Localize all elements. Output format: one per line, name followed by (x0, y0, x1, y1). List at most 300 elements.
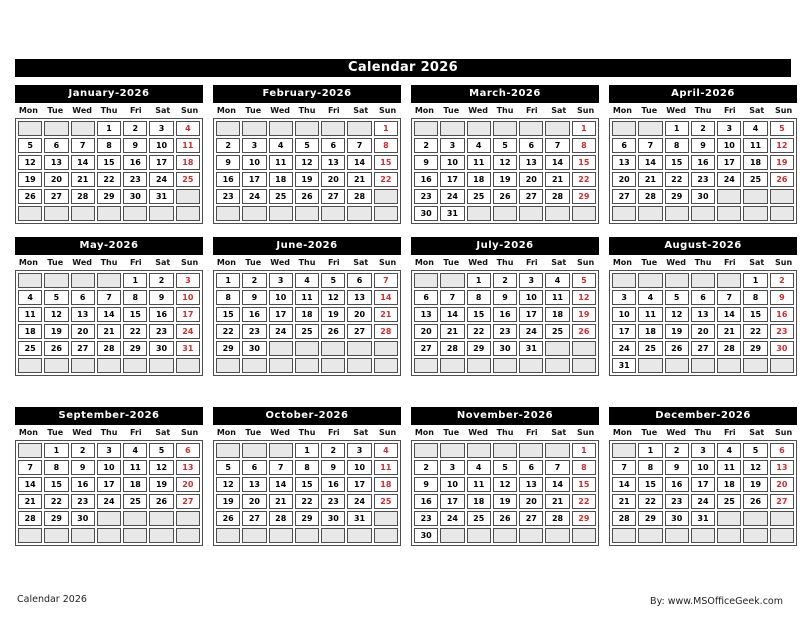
day-header-wed: Wed (270, 106, 290, 115)
month-january (15, 85, 203, 224)
day-header-wed: Wed (72, 428, 92, 437)
date-cell: 23 (321, 494, 345, 509)
day-header-sun: Sun (180, 428, 199, 437)
day-header-mon: Mon (216, 428, 236, 437)
date-cell: 21 (269, 494, 293, 509)
date-cell: 6 (44, 138, 68, 153)
empty-cell (545, 341, 569, 356)
date-cell: 14 (717, 307, 741, 322)
date-cell: 1 (572, 443, 596, 458)
date-cell: 4 (638, 290, 662, 305)
date-cell: 29 (638, 511, 662, 526)
empty-cell (572, 528, 596, 543)
empty-cell (123, 206, 147, 221)
date-cell: 15 (97, 155, 121, 170)
date-cell: 21 (545, 172, 569, 187)
date-cell: 8 (44, 460, 68, 475)
date-cell: 23 (149, 324, 173, 339)
empty-cell (691, 273, 715, 288)
date-cell: 13 (519, 155, 543, 170)
date-cell: 14 (97, 307, 121, 322)
date-cell: 9 (691, 138, 715, 153)
date-cell: 2 (770, 273, 794, 288)
page-title: Calendar 2026 (15, 59, 791, 77)
date-cell: 20 (691, 324, 715, 339)
empty-cell (242, 121, 266, 136)
date-cell: 24 (717, 172, 741, 187)
day-header-wed: Wed (666, 428, 686, 437)
date-cell: 17 (97, 477, 121, 492)
date-cell: 8 (467, 290, 491, 305)
empty-cell (414, 273, 438, 288)
empty-cell (770, 511, 794, 526)
date-cell: 15 (743, 307, 767, 322)
date-cell: 29 (97, 189, 121, 204)
date-cell: 5 (572, 273, 596, 288)
empty-cell (269, 206, 293, 221)
empty-cell (519, 358, 543, 373)
date-cell: 19 (18, 172, 42, 187)
day-header-tue: Tue (47, 106, 64, 115)
month-title: October-2026 (213, 407, 401, 425)
day-header-sat: Sat (551, 428, 567, 437)
date-cell: 22 (123, 324, 147, 339)
date-cell: 11 (176, 138, 200, 153)
date-cell: 17 (440, 172, 464, 187)
date-cell: 26 (770, 172, 794, 187)
empty-cell (440, 443, 464, 458)
date-cell: 19 (743, 477, 767, 492)
date-cell: 22 (295, 494, 319, 509)
date-cell: 13 (176, 460, 200, 475)
date-cell: 25 (295, 324, 319, 339)
date-cell: 23 (691, 172, 715, 187)
date-cell: 2 (414, 138, 438, 153)
date-cell: 27 (242, 511, 266, 526)
date-cell: 4 (743, 121, 767, 136)
day-header-thu: Thu (100, 428, 118, 437)
date-cell: 15 (572, 477, 596, 492)
date-cell: 25 (269, 189, 293, 204)
day-header-sun: Sun (576, 428, 595, 437)
day-header-tue: Tue (443, 428, 460, 437)
date-cell: 3 (612, 290, 636, 305)
date-cell: 28 (545, 511, 569, 526)
date-cell: 17 (612, 324, 636, 339)
empty-cell (717, 511, 741, 526)
date-cell: 3 (691, 443, 715, 458)
date-cell: 10 (519, 290, 543, 305)
date-cell: 18 (717, 477, 741, 492)
date-cell: 11 (545, 290, 569, 305)
empty-cell (770, 206, 794, 221)
date-cell: 27 (347, 324, 371, 339)
month-august (609, 237, 797, 376)
date-cell: 8 (295, 460, 319, 475)
date-cell: 24 (440, 511, 464, 526)
empty-cell (149, 206, 173, 221)
date-cell: 3 (519, 273, 543, 288)
date-cell: 30 (149, 341, 173, 356)
date-cell: 28 (97, 341, 121, 356)
date-cell: 4 (295, 273, 319, 288)
date-cell: 4 (123, 443, 147, 458)
date-cell: 30 (665, 511, 689, 526)
empty-cell (216, 206, 240, 221)
day-header-wed: Wed (666, 106, 686, 115)
date-cell: 18 (467, 172, 491, 187)
date-cell: 23 (493, 324, 517, 339)
date-cell: 11 (123, 460, 147, 475)
weekday-header-row (213, 103, 401, 118)
day-header-fri: Fri (724, 258, 736, 267)
date-cell: 22 (743, 324, 767, 339)
date-cell: 12 (18, 155, 42, 170)
date-cell: 3 (269, 273, 293, 288)
day-header-sat: Sat (353, 258, 369, 267)
day-header-thu: Thu (694, 258, 712, 267)
empty-cell (572, 341, 596, 356)
date-cell: 6 (176, 443, 200, 458)
empty-cell (269, 528, 293, 543)
date-cell: 1 (374, 121, 398, 136)
weekday-header-row (15, 255, 203, 270)
month-title: July-2026 (411, 237, 599, 255)
date-cell: 28 (717, 341, 741, 356)
date-cell: 14 (269, 477, 293, 492)
empty-cell (44, 121, 68, 136)
date-cell: 1 (44, 443, 68, 458)
date-cell: 16 (414, 172, 438, 187)
date-cell: 7 (374, 273, 398, 288)
empty-cell (374, 341, 398, 356)
date-cell: 5 (493, 138, 517, 153)
date-cell: 31 (176, 341, 200, 356)
date-cell: 27 (691, 341, 715, 356)
date-cell: 23 (414, 189, 438, 204)
day-header-wed: Wed (666, 258, 686, 267)
empty-cell (374, 206, 398, 221)
date-cell: 6 (519, 138, 543, 153)
date-cell: 7 (545, 460, 569, 475)
date-cell: 11 (269, 155, 293, 170)
date-cell: 7 (347, 138, 371, 153)
date-cell: 17 (691, 477, 715, 492)
empty-cell (519, 528, 543, 543)
date-cell: 25 (545, 324, 569, 339)
empty-cell (176, 206, 200, 221)
day-header-tue: Tue (443, 106, 460, 115)
date-cell: 6 (71, 290, 95, 305)
date-cell: 6 (612, 138, 636, 153)
empty-cell (176, 511, 200, 526)
month-date-grid (15, 118, 203, 224)
date-cell: 20 (414, 324, 438, 339)
month-july (411, 237, 599, 376)
date-cell: 18 (374, 477, 398, 492)
date-cell: 24 (612, 341, 636, 356)
empty-cell (572, 206, 596, 221)
empty-cell (638, 121, 662, 136)
day-header-sun: Sun (378, 258, 397, 267)
day-header-thu: Thu (100, 106, 118, 115)
day-header-sun: Sun (180, 258, 199, 267)
day-header-wed: Wed (468, 258, 488, 267)
date-cell: 3 (97, 443, 121, 458)
footer-credit: By: www.MSOfficeGeek.com (650, 596, 783, 607)
date-cell: 14 (374, 290, 398, 305)
empty-cell (242, 443, 266, 458)
date-cell: 20 (519, 494, 543, 509)
date-cell: 29 (123, 341, 147, 356)
empty-cell (638, 206, 662, 221)
empty-cell (71, 206, 95, 221)
empty-cell (467, 528, 491, 543)
empty-cell (519, 121, 543, 136)
empty-cell (691, 206, 715, 221)
date-cell: 22 (467, 324, 491, 339)
date-cell: 22 (665, 172, 689, 187)
empty-cell (519, 443, 543, 458)
date-cell: 14 (347, 155, 371, 170)
date-cell: 22 (44, 494, 68, 509)
empty-cell (97, 273, 121, 288)
date-cell: 15 (216, 307, 240, 322)
month-title: May-2026 (15, 237, 203, 255)
weekday-header-row (609, 425, 797, 440)
day-header-sun: Sun (378, 106, 397, 115)
date-cell: 29 (295, 511, 319, 526)
empty-cell (269, 341, 293, 356)
date-cell: 20 (612, 172, 636, 187)
empty-cell (321, 341, 345, 356)
date-cell: 26 (665, 341, 689, 356)
empty-cell (216, 443, 240, 458)
date-cell: 28 (347, 189, 371, 204)
month-title: December-2026 (609, 407, 797, 425)
date-cell: 3 (347, 443, 371, 458)
empty-cell (71, 273, 95, 288)
date-cell: 23 (242, 324, 266, 339)
weekday-header-row (15, 425, 203, 440)
date-cell: 18 (545, 307, 569, 322)
date-cell: 21 (71, 172, 95, 187)
empty-cell (216, 121, 240, 136)
date-cell: 15 (123, 307, 147, 322)
day-header-mon: Mon (414, 106, 434, 115)
date-cell: 5 (743, 443, 767, 458)
empty-cell (638, 528, 662, 543)
date-cell: 20 (347, 307, 371, 322)
date-cell: 17 (519, 307, 543, 322)
empty-cell (638, 273, 662, 288)
empty-cell (665, 206, 689, 221)
empty-cell (44, 528, 68, 543)
day-header-tue: Tue (245, 106, 262, 115)
day-header-sat: Sat (749, 258, 765, 267)
date-cell: 4 (467, 460, 491, 475)
date-cell: 14 (612, 477, 636, 492)
date-cell: 31 (519, 341, 543, 356)
day-header-mon: Mon (18, 106, 38, 115)
month-date-grid (411, 270, 599, 376)
date-cell: 25 (717, 494, 741, 509)
day-header-mon: Mon (612, 428, 632, 437)
empty-cell (743, 189, 767, 204)
date-cell: 14 (440, 307, 464, 322)
empty-cell (321, 528, 345, 543)
day-header-fri: Fri (328, 258, 340, 267)
empty-cell (149, 528, 173, 543)
day-header-tue: Tue (443, 258, 460, 267)
date-cell: 14 (545, 155, 569, 170)
date-cell: 9 (216, 155, 240, 170)
date-cell: 1 (665, 121, 689, 136)
day-header-fri: Fri (130, 106, 142, 115)
date-cell: 12 (572, 290, 596, 305)
weekday-header-row (411, 255, 599, 270)
date-cell: 4 (374, 443, 398, 458)
date-cell: 10 (97, 460, 121, 475)
day-header-thu: Thu (694, 106, 712, 115)
date-cell: 26 (493, 511, 517, 526)
date-cell: 23 (414, 511, 438, 526)
date-cell: 24 (242, 189, 266, 204)
empty-cell (71, 358, 95, 373)
date-cell: 12 (743, 460, 767, 475)
date-cell: 28 (545, 189, 569, 204)
day-header-thu: Thu (496, 106, 514, 115)
date-cell: 28 (18, 511, 42, 526)
date-cell: 8 (665, 138, 689, 153)
date-cell: 10 (440, 477, 464, 492)
day-header-sat: Sat (155, 428, 171, 437)
day-header-mon: Mon (612, 258, 632, 267)
date-cell: 13 (71, 307, 95, 322)
month-june (213, 237, 401, 376)
day-header-mon: Mon (414, 428, 434, 437)
empty-cell (18, 528, 42, 543)
empty-cell (612, 528, 636, 543)
date-cell: 14 (545, 477, 569, 492)
empty-cell (691, 528, 715, 543)
date-cell: 26 (321, 324, 345, 339)
date-cell: 11 (638, 307, 662, 322)
date-cell: 14 (18, 477, 42, 492)
date-cell: 18 (467, 494, 491, 509)
empty-cell (743, 528, 767, 543)
empty-cell (717, 206, 741, 221)
empty-cell (321, 206, 345, 221)
date-cell: 30 (242, 341, 266, 356)
month-date-grid (213, 440, 401, 546)
empty-cell (467, 206, 491, 221)
empty-cell (545, 443, 569, 458)
month-november (411, 407, 599, 546)
date-cell: 11 (717, 460, 741, 475)
date-cell: 31 (347, 511, 371, 526)
date-cell: 4 (176, 121, 200, 136)
date-cell: 17 (269, 307, 293, 322)
empty-cell (71, 528, 95, 543)
empty-cell (545, 121, 569, 136)
weekday-header-row (213, 425, 401, 440)
date-cell: 12 (493, 155, 517, 170)
date-cell: 5 (44, 290, 68, 305)
date-cell: 18 (269, 172, 293, 187)
day-header-sun: Sun (774, 258, 793, 267)
date-cell: 2 (242, 273, 266, 288)
empty-cell (149, 511, 173, 526)
day-header-mon: Mon (612, 106, 632, 115)
date-cell: 21 (97, 324, 121, 339)
empty-cell (123, 358, 147, 373)
empty-cell (440, 358, 464, 373)
day-header-thu: Thu (496, 258, 514, 267)
day-header-thu: Thu (298, 258, 316, 267)
month-february (213, 85, 401, 224)
date-cell: 12 (216, 477, 240, 492)
date-cell: 9 (414, 477, 438, 492)
date-cell: 24 (519, 324, 543, 339)
date-cell: 8 (97, 138, 121, 153)
date-cell: 26 (295, 189, 319, 204)
empty-cell (770, 189, 794, 204)
date-cell: 7 (97, 290, 121, 305)
date-cell: 4 (467, 138, 491, 153)
date-cell: 7 (269, 460, 293, 475)
date-cell: 25 (123, 494, 147, 509)
date-cell: 22 (638, 494, 662, 509)
day-header-tue: Tue (641, 106, 658, 115)
date-cell: 18 (18, 324, 42, 339)
date-cell: 8 (638, 460, 662, 475)
date-cell: 21 (638, 172, 662, 187)
date-cell: 17 (440, 494, 464, 509)
month-date-grid (609, 270, 797, 376)
month-date-grid (411, 440, 599, 546)
empty-cell (97, 511, 121, 526)
date-cell: 29 (216, 341, 240, 356)
empty-cell (612, 206, 636, 221)
date-cell: 16 (123, 155, 147, 170)
empty-cell (18, 443, 42, 458)
date-cell: 6 (321, 138, 345, 153)
month-date-grid (609, 118, 797, 224)
date-cell: 19 (770, 155, 794, 170)
month-date-grid (213, 270, 401, 376)
date-cell: 16 (691, 155, 715, 170)
date-cell: 27 (519, 511, 543, 526)
empty-cell (691, 358, 715, 373)
empty-cell (717, 358, 741, 373)
date-cell: 22 (572, 494, 596, 509)
date-cell: 25 (638, 341, 662, 356)
empty-cell (612, 273, 636, 288)
date-cell: 14 (638, 155, 662, 170)
empty-cell (347, 358, 371, 373)
date-cell: 3 (717, 121, 741, 136)
day-header-sun: Sun (774, 428, 793, 437)
empty-cell (545, 528, 569, 543)
date-cell: 16 (414, 494, 438, 509)
date-cell: 21 (18, 494, 42, 509)
day-header-mon: Mon (216, 106, 236, 115)
date-cell: 10 (717, 138, 741, 153)
date-cell: 31 (440, 206, 464, 221)
month-row-1 (15, 85, 797, 224)
date-cell: 5 (216, 460, 240, 475)
